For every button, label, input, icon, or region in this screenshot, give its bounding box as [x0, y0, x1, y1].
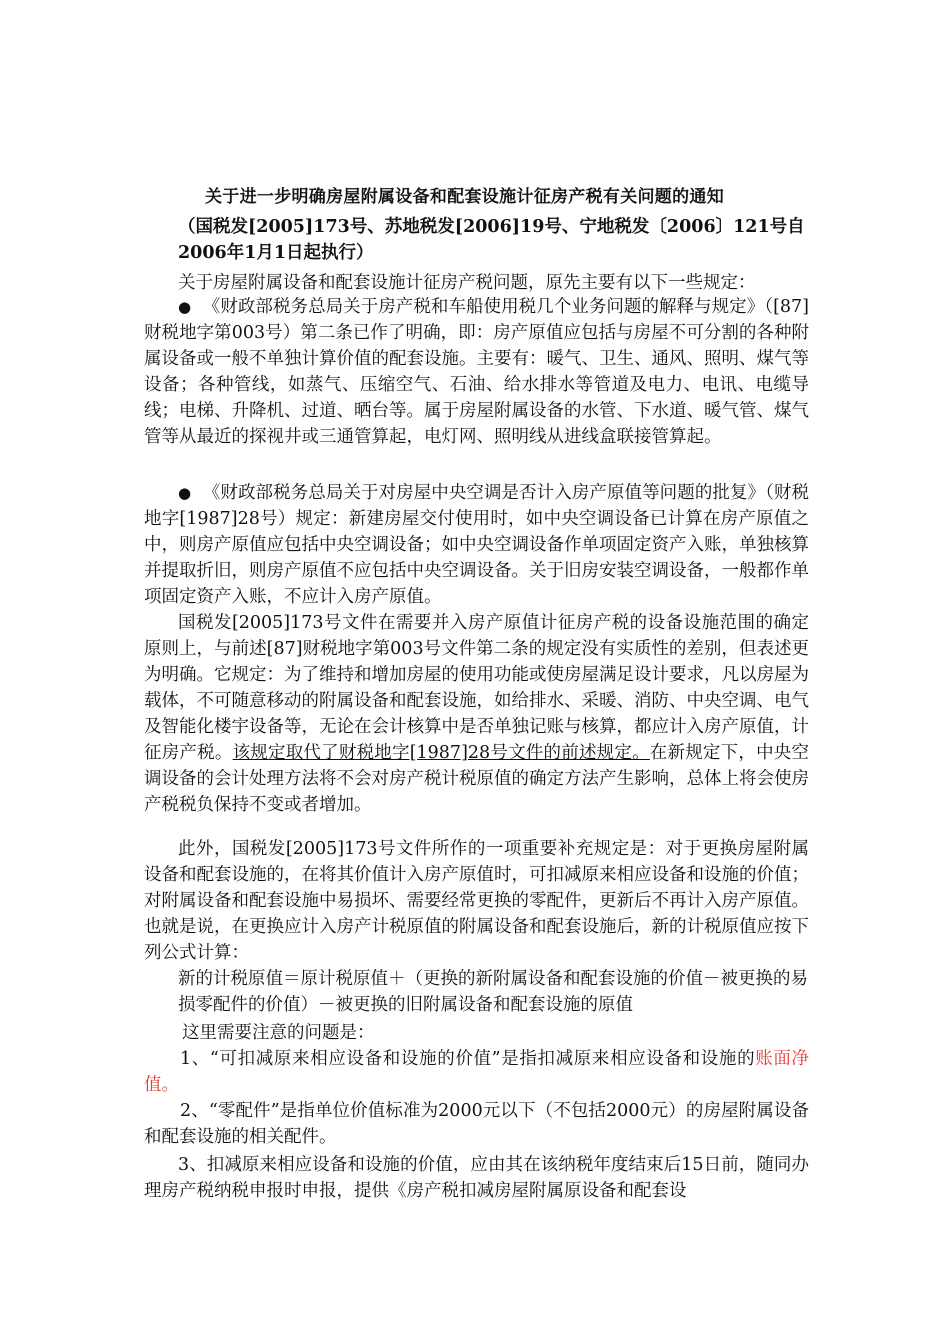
notice-item-2: 2、“零配件”是指单位价值标准为2000元以下（不包括2000元）的房屋附属设备和配套设施的相关配件。 — [144, 1101, 809, 1147]
bullet-icon: ● — [178, 298, 192, 316]
paragraph-policy-173-text: 国税发[2005]173号文件在需要并入房产原值计征房产税的设备设施范围的确定原则上，与前述[87]财税地字第003号文件第二条的规定没有实质性的差别，但表述更为明确。它规定：为了维持和增加房屋的使用功能或使房屋满足设计要求，凡以房屋为载体，不可随意移动的附属设备和配套设施，如给排水、采暖、消防、中央空调、电气及智能化楼宇设备等，无论在会计核算中是否单独记账与核算，都应计入房产原值，计征房产税。 — [144, 613, 809, 763]
notice-item-1-text: 1、“可扣减原来相应设备和设施的价值”是指扣减原来相应设备和设施的 — [180, 1049, 756, 1069]
notice-item-1 — [144, 1046, 809, 1098]
notice-heading: 这里需要注意的问题是： — [182, 1023, 375, 1043]
formula-paragraph: 新的计税原值＝原计税原值＋（更换的新附属设备和配套设施的价值－被更换的易损零配件的价值）－被更换的旧附属设备和配套设施的原值 — [178, 969, 808, 1015]
bullet-icon: ● — [178, 484, 192, 502]
underlined-statement: 该规定取代了财税地字[1987]28号文件的前述规定。 — [232, 743, 650, 763]
document-subtitle-line1: （国税发[2005]173号、苏地税发[2006]19号、宁地税发〔2006〕121号自 — [178, 217, 805, 237]
bullet-paragraph-1: 《财政部税务总局关于房产税和车船使用税几个业务问题的解释与规定》（[87]财税地字第003号）第二条已作了明确，即：房产原值应包括与房屋不可分割的各种附属设备或一般不单独计算价值的配套设施。主要有：暖气、卫生、通风、照明、煤气等设备；各种管线，如蒸气、压缩空气、石油、给水排水等管道及电力、电讯、电缆导线；电梯、升降机、过道、晒台等。属于房屋附属设备的水管、下水道、暖气管、煤气管等从最近的探视井或三通管算起，电灯网、照明线从进线盒联接管算起。 — [144, 297, 809, 447]
notice-item-1-highlight: 账面净值。 — [144, 1049, 810, 1095]
notice-item-3: 3、扣减原来相应设备和设施的价值，应由其在该纳税年度结束后15日前，随同办理房产税纳税申报时申报，提供《房产税扣减房屋附属原设备和配套设 — [144, 1155, 809, 1201]
bullet-paragraph-2: 《财政部税务总局关于对房屋中央空调是否计入房产原值等问题的批复》（财税地字[1987]28号）规定：新建房屋交付使用时，如中央空调设备已计算在房产原值之中，则房产原值应包括中央空调设备；如中央空调设备作单项固定资产入账，单独核算并提取折旧，则房产原值不应包括中央空调设备。关于旧房安装空调设备，一般都作单项固定资产入账，不应计入房产原值。 — [144, 483, 809, 607]
document-title: 关于进一步明确房屋附属设备和配套设施计征房产税有关问题的通知 — [205, 187, 724, 207]
paragraph-policy-173 — [144, 610, 809, 818]
paragraph-policy-173-tail: 在新规定下，中央空调设备的会计处理方法将不会对房产税计税原值的确定方法产生影响，总体上将会使房产税税负保持不变或者增加。 — [144, 743, 810, 815]
document-subtitle-line2: 2006年1月1日起执行） — [178, 243, 374, 263]
intro-paragraph: 关于房屋附属设备和配套设施计征房产税问题，原先主要有以下一些规定： — [178, 273, 756, 293]
paragraph-supplement: 此外，国税发[2005]173号文件所作的一项重要补充规定是：对于更换房屋附属设备和配套设施的，在将其价值计入房产原值时，可扣减原来相应设备和设施的价值；对附属设备和配套设施中易损坏、需要经常更换的零配件，更新后不再计入房产原值。也就是说，在更换应计入房产计税原值的附属设备和配套设施后，新的计税原值应按下列公式计算： — [144, 839, 809, 963]
